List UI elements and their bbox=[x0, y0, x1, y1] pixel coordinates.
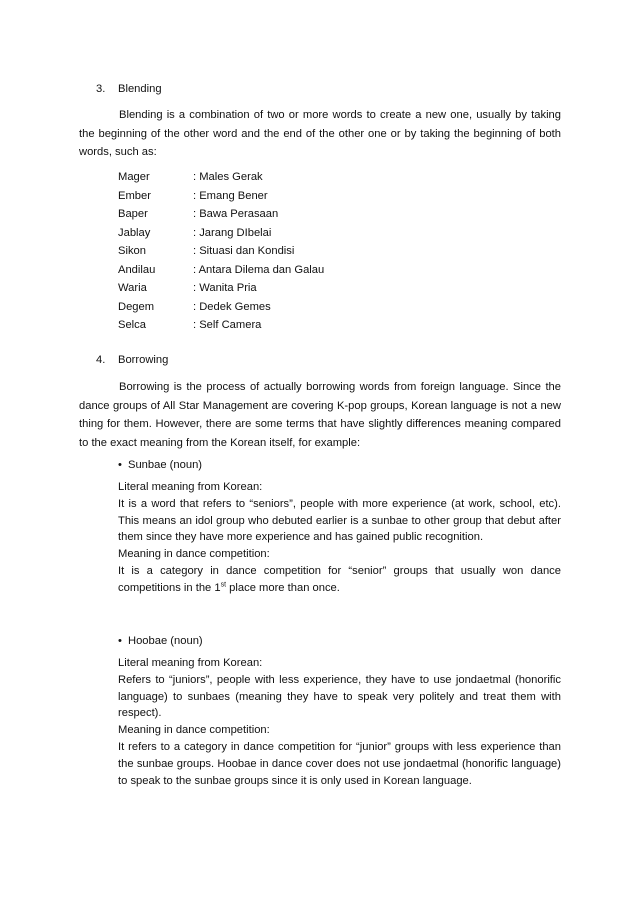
list-item bbox=[118, 242, 324, 261]
dance-label: Meaning in dance competition: bbox=[118, 724, 270, 737]
section-3-intro-text: Blending is a combination of two or more words to create a new one, usually by taking the beginning of the other word and the end of the other one or by taking the beginning of both words, such as: bbox=[79, 109, 561, 158]
list-item bbox=[118, 168, 324, 187]
example-term: Waria bbox=[118, 282, 147, 294]
literal-label: Literal meaning from Korean: bbox=[118, 657, 263, 669]
term-sunbae-heading bbox=[118, 456, 202, 475]
example-term: Mager bbox=[118, 171, 150, 183]
example-term: Ember bbox=[118, 189, 151, 202]
term-sunbae-definition bbox=[118, 479, 561, 597]
term-hoobae-definition bbox=[118, 655, 561, 789]
list-item bbox=[118, 261, 324, 280]
section-4-title: Borrowing bbox=[118, 354, 169, 366]
term-word: Hoobae (noun) bbox=[128, 635, 203, 647]
dance-text: It refers to a category in dance competition for “junior” groups with less experience than the sunbae groups. Hoobae in dance cover does not use jondaetmal (honorific language) to speak to the sunbae groups since it is only used in Korean language. bbox=[118, 740, 561, 787]
dance-label: Meaning in dance competition: bbox=[118, 548, 270, 561]
section-4-intro-text: Borrowing is the process of actually borrowing words from foreign language. Since the dance groups of All Star Management are covering K-pop groups, Korean language is not a new thing for them. However, there are some terms that have slightly differences meaning compared to the exact meaning from the Korean itself, for example: bbox=[79, 381, 561, 449]
example-meaning: : Bawa Perasaan bbox=[193, 208, 279, 220]
section-3-title: Blending bbox=[118, 83, 162, 95]
list-item bbox=[118, 187, 324, 206]
literal-label: Literal meaning from Korean: bbox=[118, 481, 263, 493]
list-item bbox=[118, 224, 324, 243]
example-meaning: : Wanita Pria bbox=[193, 282, 257, 294]
list-item bbox=[118, 316, 324, 335]
example-meaning: : Jarang DIbelai bbox=[193, 226, 272, 239]
example-meaning: : Emang Bener bbox=[193, 189, 268, 202]
bullet-icon: • bbox=[118, 635, 122, 647]
section-4-number: 4. bbox=[96, 354, 106, 366]
term-word: Sunbae (noun) bbox=[128, 459, 203, 471]
list-item bbox=[118, 298, 324, 317]
section-3-number: 3. bbox=[96, 83, 106, 95]
section-4-heading bbox=[96, 351, 168, 370]
bullet-icon: • bbox=[118, 459, 122, 471]
example-term: Baper bbox=[118, 208, 148, 220]
example-term: Selca bbox=[118, 319, 146, 331]
section-3-heading bbox=[96, 80, 162, 99]
dance-text: It is a category in dance competition for “senior” groups that usually won dance competitions in the 1st place more than once. bbox=[118, 564, 561, 594]
example-meaning: : Dedek Gemes bbox=[193, 300, 271, 313]
literal-text: Refers to “juniors”, people with less experience, they have to use jondaetmal (honorific language) to sunbaes (meaning they have to speak very politely and treat them with respect). bbox=[118, 673, 561, 720]
literal-text: It is a word that refers to “seniors”, people with more experience (at work, school, etc). This means an idol group who debuted earlier is a sunbae to other group that debut after them since they have more experience and has gained public recognition. bbox=[118, 497, 561, 544]
term-hoobae-heading bbox=[118, 632, 203, 651]
example-term: Degem bbox=[118, 300, 155, 313]
example-meaning: : Antara Dilema dan Galau bbox=[193, 263, 325, 276]
example-meaning: : Self Camera bbox=[193, 319, 262, 331]
section-4-intro bbox=[79, 378, 561, 452]
section-3-intro bbox=[79, 106, 561, 162]
example-term: Andilau bbox=[118, 263, 156, 276]
example-meaning: : Situasi dan Kondisi bbox=[193, 245, 295, 257]
list-item bbox=[118, 205, 324, 224]
example-term: Jablay bbox=[118, 226, 151, 239]
blending-examples-list bbox=[118, 168, 324, 335]
example-term: Sikon bbox=[118, 245, 146, 257]
list-item bbox=[118, 279, 324, 298]
example-meaning: : Males Gerak bbox=[193, 171, 263, 183]
